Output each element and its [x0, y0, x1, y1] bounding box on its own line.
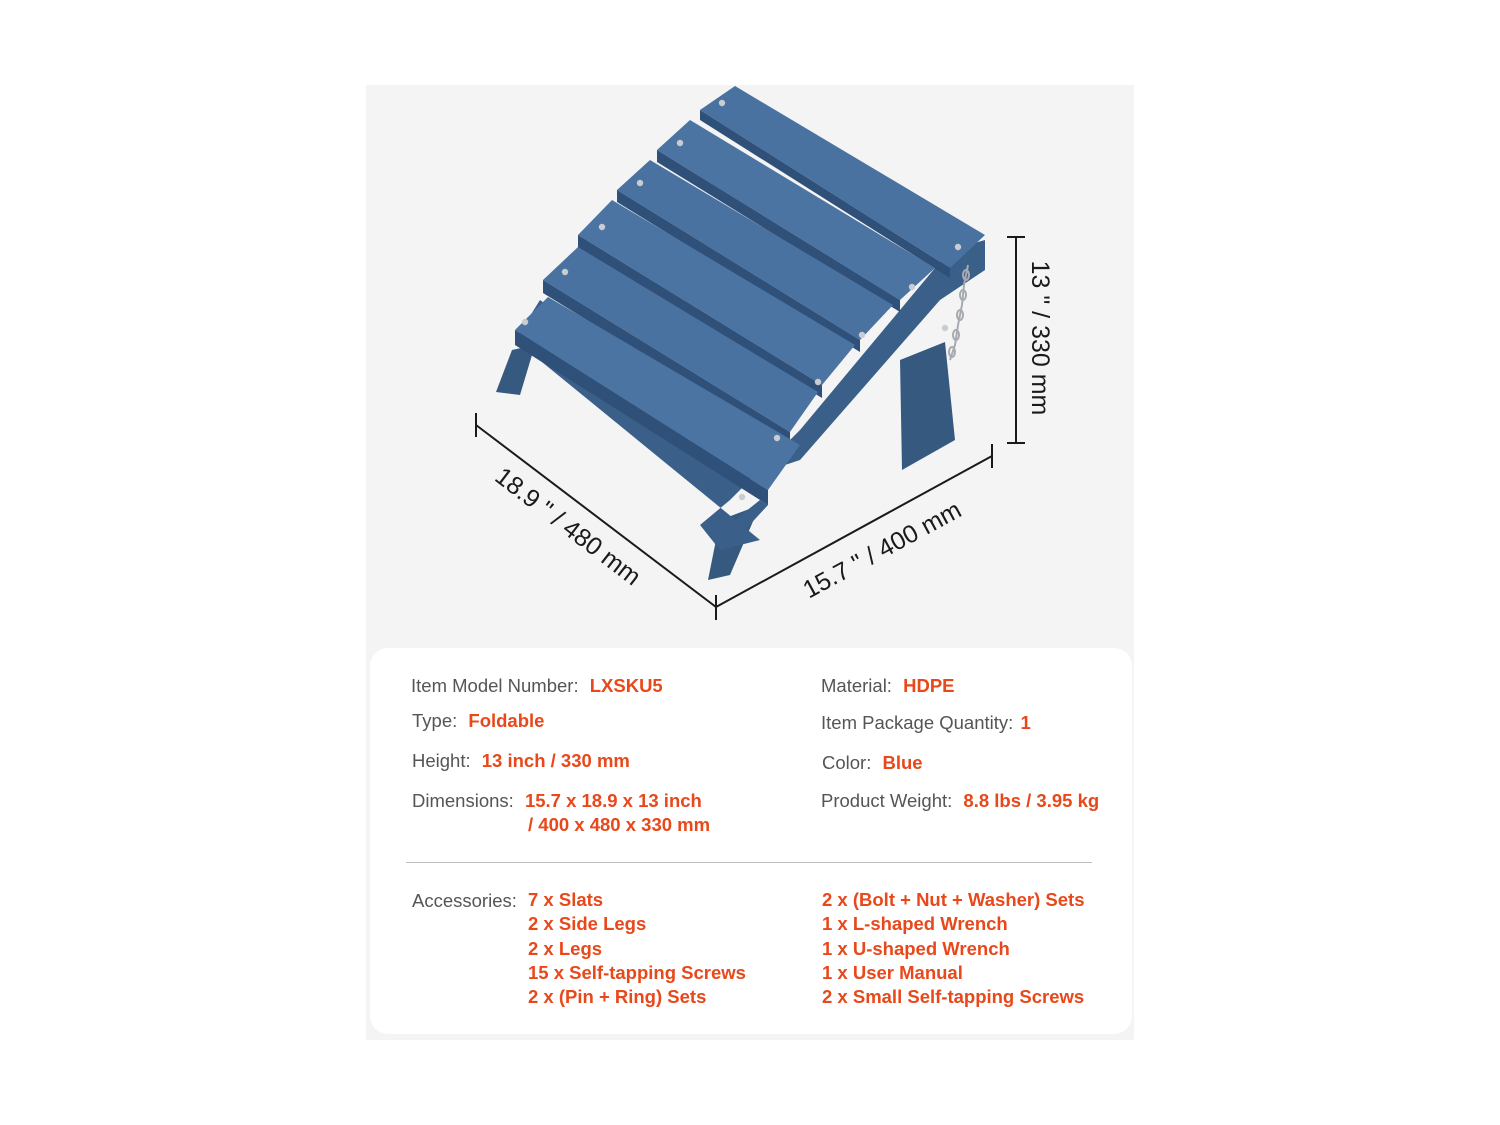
spec-color-label: Color: [822, 752, 872, 773]
spec-package-qty [821, 712, 1031, 734]
spec-height-label: Height: [412, 750, 471, 771]
list-item: 2 x Legs [528, 937, 603, 959]
spec-weight-label: Product Weight: [821, 790, 953, 811]
spec-dimensions-value-line2: / 400 x 480 x 330 mm [528, 814, 711, 835]
spec-dimensions-line2 [528, 814, 710, 836]
list-item: 7 x Slats [528, 889, 604, 910]
list-item: 2 x Side Legs [528, 913, 647, 935]
spec-height-value: 13 inch / 330 mm [481, 750, 630, 771]
spec-type-value: Foldable [468, 710, 545, 731]
spec-material [821, 675, 955, 697]
spec-dimensions [412, 790, 702, 812]
spec-color [822, 752, 923, 774]
spec-model-label: Item Model Number: [411, 675, 579, 696]
accessories-list-2 [822, 888, 1085, 1009]
spec-weight [821, 790, 1099, 812]
list-item: 15 x Self-tapping Screws [528, 961, 746, 983]
spec-material-value: HDPE [903, 675, 955, 696]
spec-model [411, 675, 663, 697]
spec-type [412, 710, 544, 732]
length-dimension-label: 18.9 " / 480 mm [489, 462, 647, 592]
width-dimension-label: 15.7 " / 400 mm [798, 495, 967, 605]
list-item: 2 x (Bolt + Nut + Washer) Sets [822, 889, 1085, 910]
spec-dimensions-value-line1: 15.7 x 18.9 x 13 inch [524, 790, 702, 811]
front-leg [900, 342, 955, 470]
list-item: 2 x Small Self-tapping Screws [822, 986, 1085, 1008]
list-item: 1 x U-shaped Wrench [822, 937, 1010, 959]
spec-type-label: Type: [412, 710, 458, 731]
list-item: 1 x User Manual [822, 961, 963, 983]
spec-height [412, 750, 630, 772]
accessories-label: Accessories: [412, 890, 517, 911]
spec-package-qty-label: Item Package Quantity: [821, 712, 1014, 733]
spec-color-value: Blue [882, 752, 923, 773]
spec-dimensions-label: Dimensions: [412, 790, 514, 811]
accessories-list-1 [528, 888, 746, 1009]
height-dimension-label: 13 " / 330 mm [1026, 260, 1054, 416]
spec-weight-value: 8.8 lbs / 3.95 kg [963, 790, 1100, 811]
list-item: 1 x L-shaped Wrench [822, 913, 1008, 935]
spec-package-qty-value: 1 [1020, 712, 1031, 733]
list-item: 2 x (Pin + Ring) Sets [528, 986, 707, 1008]
ottoman-illustration [366, 85, 1134, 645]
spec-model-value: LXSKU5 [589, 675, 663, 696]
section-divider [406, 862, 1092, 863]
spec-material-label: Material: [821, 675, 892, 696]
